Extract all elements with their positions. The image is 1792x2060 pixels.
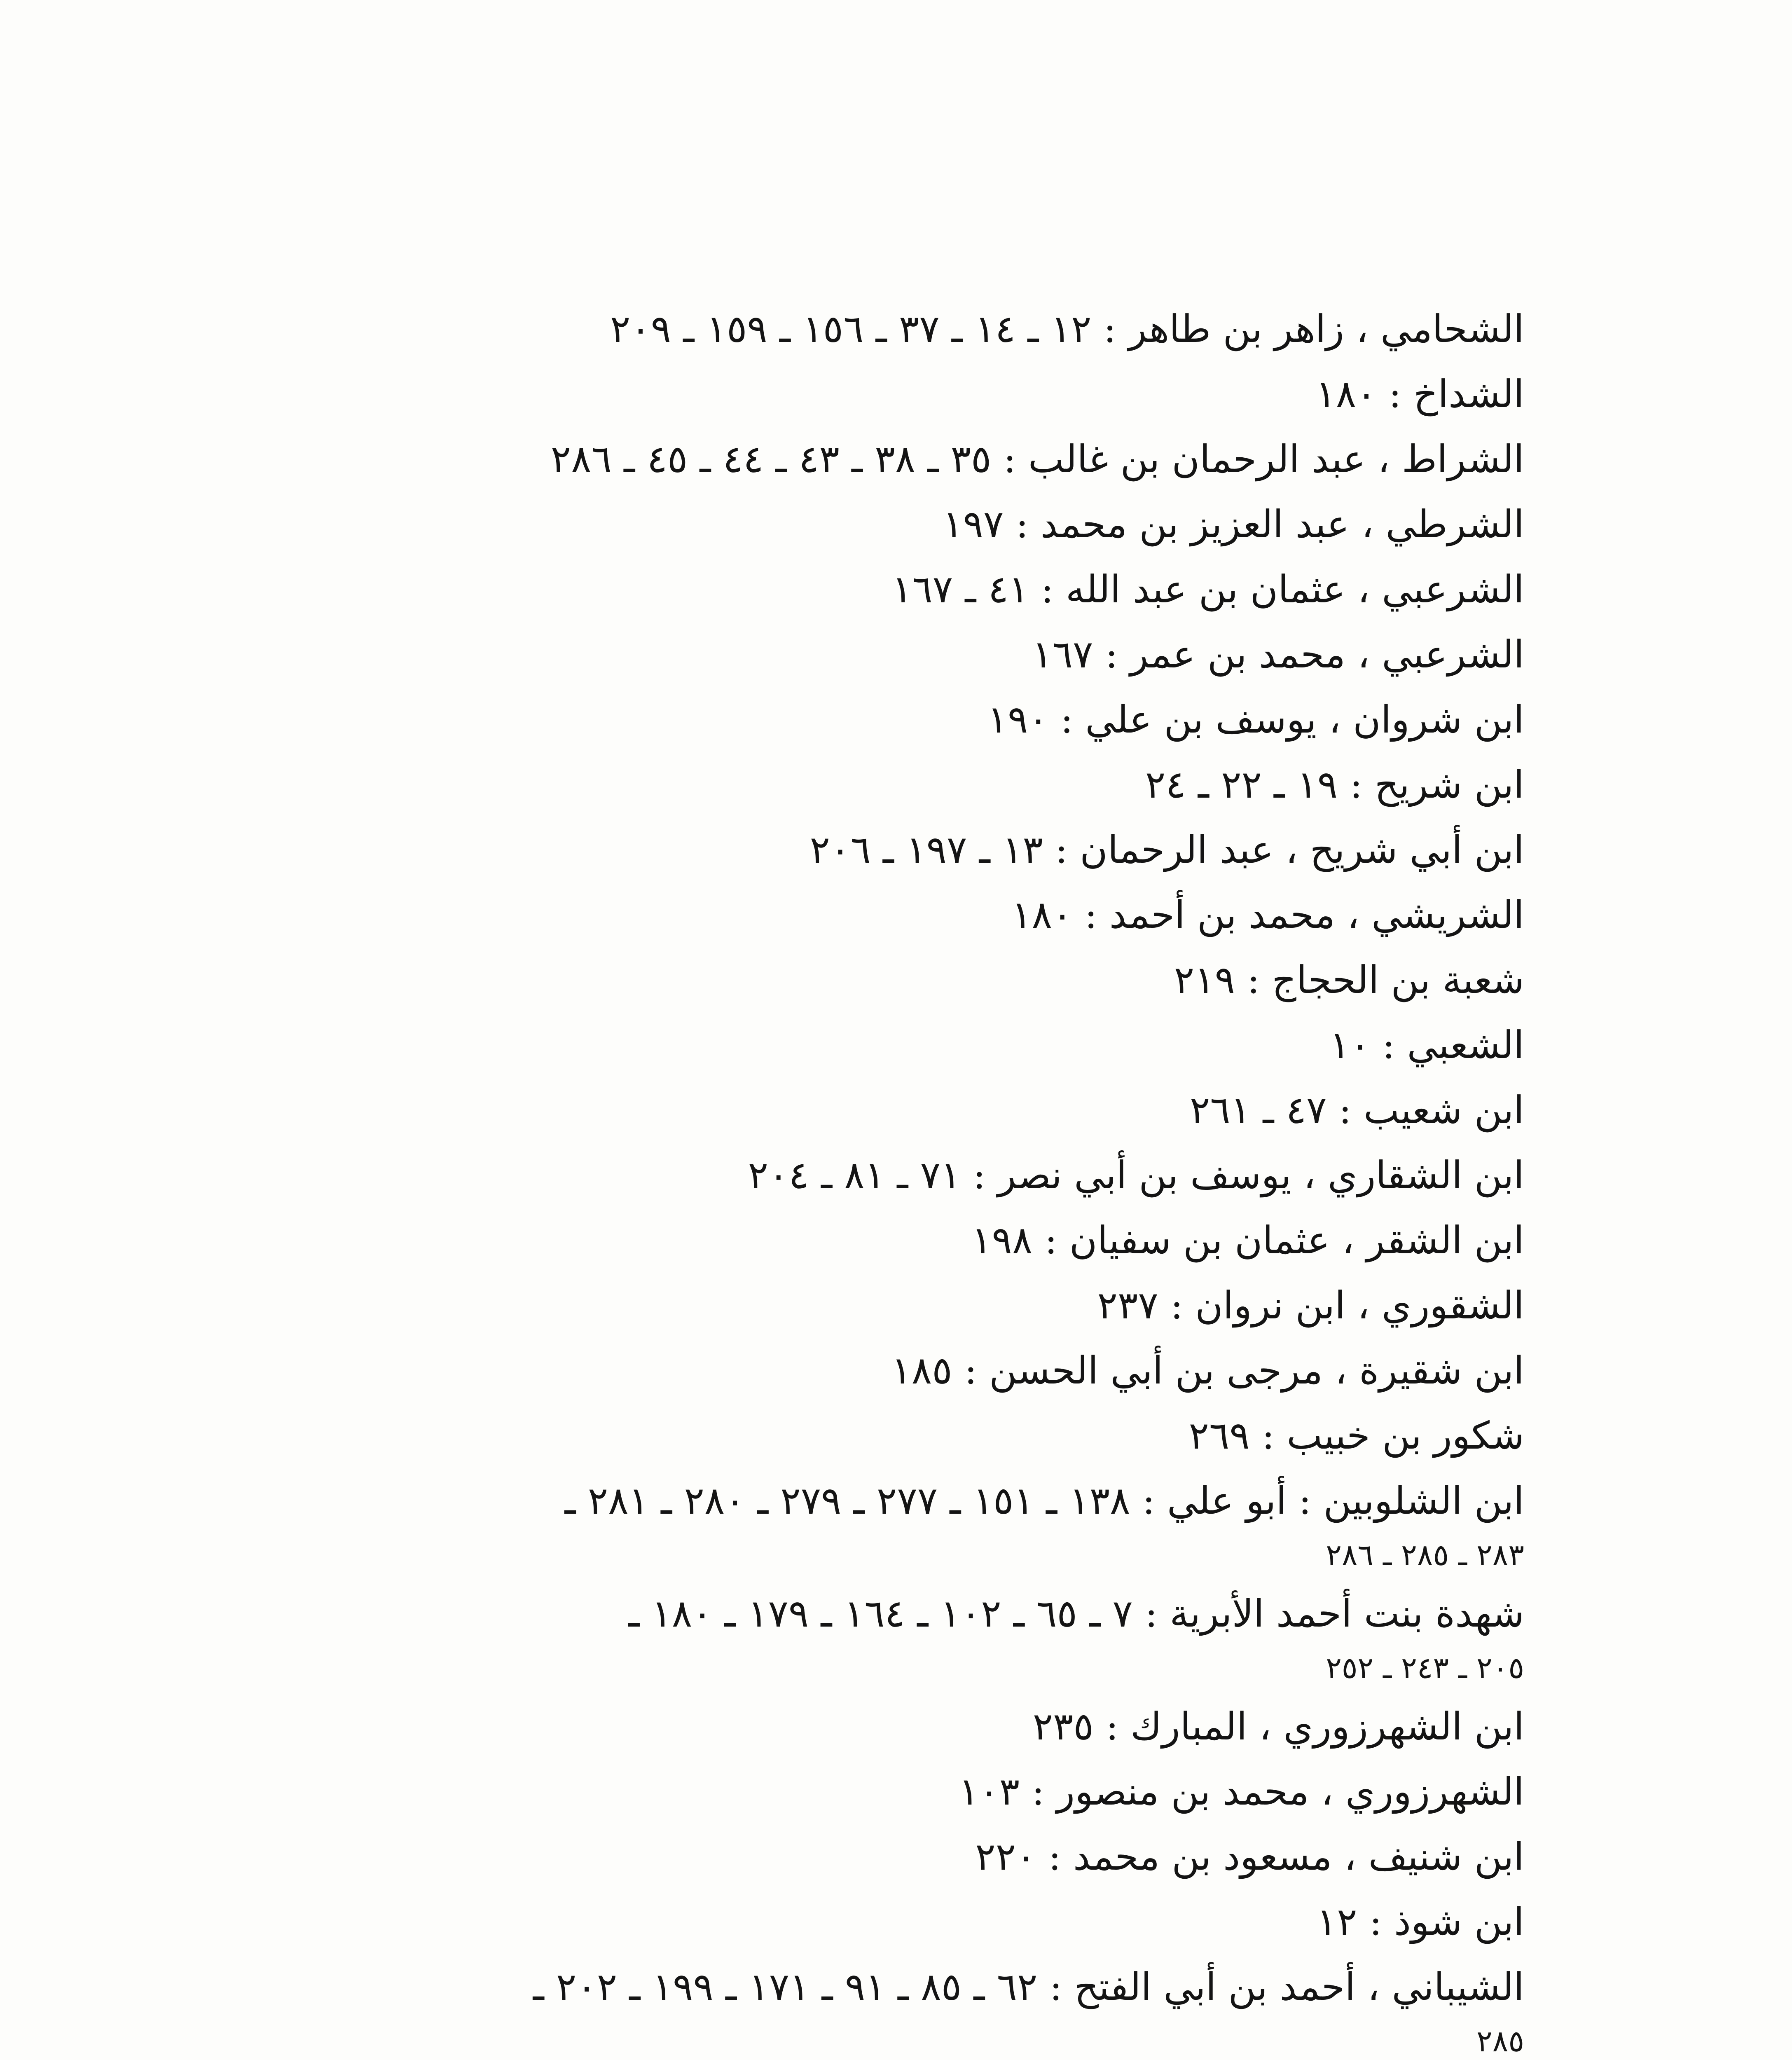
entry-text: الشعبي : ١٠ — [1329, 1023, 1524, 1067]
entry-text: ابن الشقر ، عثمان بن سفيان : ١٩٨ — [971, 1218, 1524, 1262]
entry-text: الشحامي ، زاهر بن طاهر : ١٢ ـ ١٤ ـ ٣٧ ـ ١٥٦ ـ ١٥٩ ـ ٢٠٩ — [610, 307, 1524, 351]
entry-text: الشقوري ، ابن نروان : ٢٣٧ — [1097, 1283, 1524, 1327]
index-entry — [272, 1955, 1524, 2060]
index-entry — [272, 427, 1524, 492]
index-entry — [272, 1338, 1524, 1403]
index-entry — [272, 1143, 1524, 1208]
index-entry — [272, 557, 1524, 622]
index-entry — [272, 1889, 1524, 1955]
index-entry — [272, 492, 1524, 557]
index-entry — [272, 297, 1524, 362]
index-entry — [272, 1013, 1524, 1078]
entry-text: ابن شوذ : ١٢ — [1316, 1900, 1524, 1944]
index-entry — [272, 948, 1524, 1013]
entry-text: الشهرزوري ، محمد بن منصور : ١٠٣ — [958, 1770, 1524, 1814]
entry-text: ابن الشهرزوري ، المبارك : ٢٣٥ — [1032, 1704, 1524, 1749]
entry-text: الشرطي ، عبد العزيز بن محمد : ١٩٧ — [943, 502, 1524, 546]
entry-text: الشراط ، عبد الرحمان بن غالب : ٣٥ ـ ٣٨ ـ ٤٣ ـ ٤٤ ـ ٤٥ ـ ٢٨٦ — [550, 437, 1524, 481]
index-entry — [272, 1759, 1524, 1824]
entry-text: شعبة بن الحجاج : ٢١٩ — [1174, 958, 1524, 1002]
entry-text: ابن الشلوبين : أبو علي : ١٣٨ ـ ١٥١ ـ ٢٧٧ ـ ٢٧٩ ـ ٢٨٠ ـ ٢٨١ ـ — [564, 1479, 1524, 1523]
index-entry — [272, 817, 1524, 883]
index-entry — [272, 1403, 1524, 1468]
index-list — [272, 297, 1524, 2060]
entry-text: الشداخ : ١٨٠ — [1315, 372, 1524, 416]
entry-continuation: ٢٨٥ — [1476, 2024, 1524, 2058]
entry-text: الشريشي ، محمد بن أحمد : ١٨٠ — [1011, 893, 1524, 937]
entry-text: ابن الشقاري ، يوسف بن أبي نصر : ٧١ ـ ٨١ ـ ٢٠٤ — [748, 1153, 1524, 1197]
index-entry — [272, 362, 1524, 427]
index-entry — [272, 1468, 1524, 1576]
entry-text: ابن شروان ، يوسف بن علي : ١٩٠ — [987, 698, 1524, 742]
index-entry — [272, 752, 1524, 817]
entry-text: شهدة بنت أحمد الأبرية : ٧ ـ ٦٥ ـ ١٠٢ ـ ١٦٤ ـ ١٧٩ ـ ١٨٠ ـ — [628, 1592, 1524, 1636]
index-entry — [272, 1273, 1524, 1338]
index-entry — [272, 883, 1524, 948]
index-entry — [272, 1581, 1524, 1689]
entry-text: الشرعبي ، عثمان بن عبد الله : ٤١ ـ ١٦٧ — [891, 567, 1524, 611]
entry-text: ابن أبي شريح ، عبد الرحمان : ١٣ ـ ١٩٧ ـ ٢٠٦ — [809, 828, 1524, 872]
entry-text: ابن شعيب : ٤٧ ـ ٢٦١ — [1189, 1088, 1524, 1132]
entry-continuation: ٢٨٣ ـ ٢٨٥ ـ ٢٨٦ — [1326, 1538, 1524, 1572]
entry-text: شكور بن خبيب : ٢٦٩ — [1188, 1414, 1524, 1458]
index-entry — [272, 1694, 1524, 1759]
index-entry — [272, 622, 1524, 687]
index-entry — [272, 1208, 1524, 1273]
index-entry — [272, 687, 1524, 752]
entry-text: ابن شريح : ١٩ ـ ٢٢ ـ ٢٤ — [1145, 763, 1524, 807]
entry-text: ابن شنيف ، مسعود بن محمد : ٢٢٠ — [975, 1835, 1524, 1879]
index-entry — [272, 1824, 1524, 1889]
entry-continuation: ٢٠٥ ـ ٢٤٣ ـ ٢٥٢ — [1326, 1650, 1524, 1685]
entry-text: الشرعبي ، محمد بن عمر : ١٦٧ — [1032, 632, 1524, 677]
index-entry — [272, 1078, 1524, 1143]
entry-text: الشيباني ، أحمد بن أبي الفتح : ٦٢ ـ ٨٥ ـ ٩١ ـ ١٧١ ـ ١٩٩ ـ ٢٠٢ ـ — [533, 1965, 1524, 2009]
entry-text: ابن شقيرة ، مرجى بن أبي الحسن : ١٨٥ — [891, 1348, 1524, 1393]
